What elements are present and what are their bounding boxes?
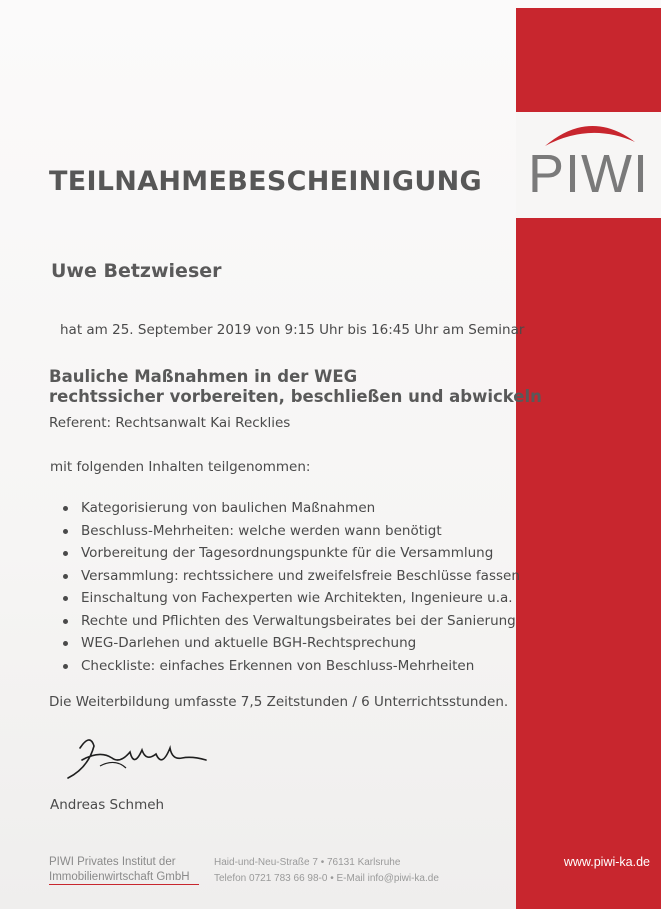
bullet-icon <box>63 664 68 669</box>
list-item: Rechte und Pflichten des Verwaltungsbeirates bei der Sanierung <box>63 613 520 636</box>
list-item: Einschaltung von Fachexperten wie Architekten, Ingenieure u.a. <box>63 590 520 613</box>
list-item: Beschluss-Mehrheiten: welche werden wann benötigt <box>63 523 520 546</box>
piwi-logo: PIWI <box>528 144 649 204</box>
seminar-title-line-2: rechtssicher vorbereiten, beschließen und abwickeln <box>49 387 542 406</box>
footer-underline <box>49 884 199 885</box>
list-item: Kategorisierung von baulichen Maßnahmen <box>63 500 520 523</box>
footer-address: Haid-und-Neu-Straße 7 • 76131 Karlsruhe Telefon 0721 783 66 98-0 • E-Mail info@piwi-ka.de <box>214 857 439 884</box>
handwritten-signature <box>60 728 210 788</box>
seminar-title <box>49 367 542 407</box>
topics-list <box>63 500 520 680</box>
list-item: WEG-Darlehen und aktuelle BGH-Rechtsprechung <box>63 635 520 658</box>
bullet-icon <box>63 574 68 579</box>
seminar-title-line-1: Bauliche Maßnahmen in der WEG <box>49 367 358 386</box>
footer-organization: PIWI Privates Institut der Immobilienwirtschaft GmbH <box>49 856 190 883</box>
bullet-icon <box>63 506 68 511</box>
participant-name: Uwe Betzwieser <box>51 260 222 282</box>
bullet-icon <box>63 551 68 556</box>
topics-intro: mit folgenden Inhalten teilgenommen: <box>50 459 311 475</box>
list-item: Vorbereitung der Tagesordnungspunkte für die Versammlung <box>63 545 520 568</box>
bullet-icon <box>63 619 68 624</box>
hours-line: Die Weiterbildung umfasste 7,5 Zeitstunden / 6 Unterrichtsstunden. <box>49 694 509 710</box>
attendance-line: hat am 25. September 2019 von 9:15 Uhr bis 16:45 Uhr am Seminar <box>60 322 525 338</box>
speaker-line: Referent: Rechtsanwalt Kai Recklies <box>49 415 291 431</box>
bullet-icon <box>63 596 68 601</box>
certificate-title: TEILNAHMEBESCHEINIGUNG <box>49 166 482 197</box>
bullet-icon <box>63 641 68 646</box>
list-item: Checkliste: einfaches Erkennen von Beschluss-Mehrheiten <box>63 658 520 681</box>
signer-name: Andreas Schmeh <box>50 797 165 813</box>
footer-website-link[interactable]: www.piwi-ka.de <box>563 855 650 869</box>
bullet-icon <box>63 529 68 534</box>
list-item: Versammlung: rechtssichere und zweifelsfreie Beschlüsse fassen <box>63 568 520 591</box>
